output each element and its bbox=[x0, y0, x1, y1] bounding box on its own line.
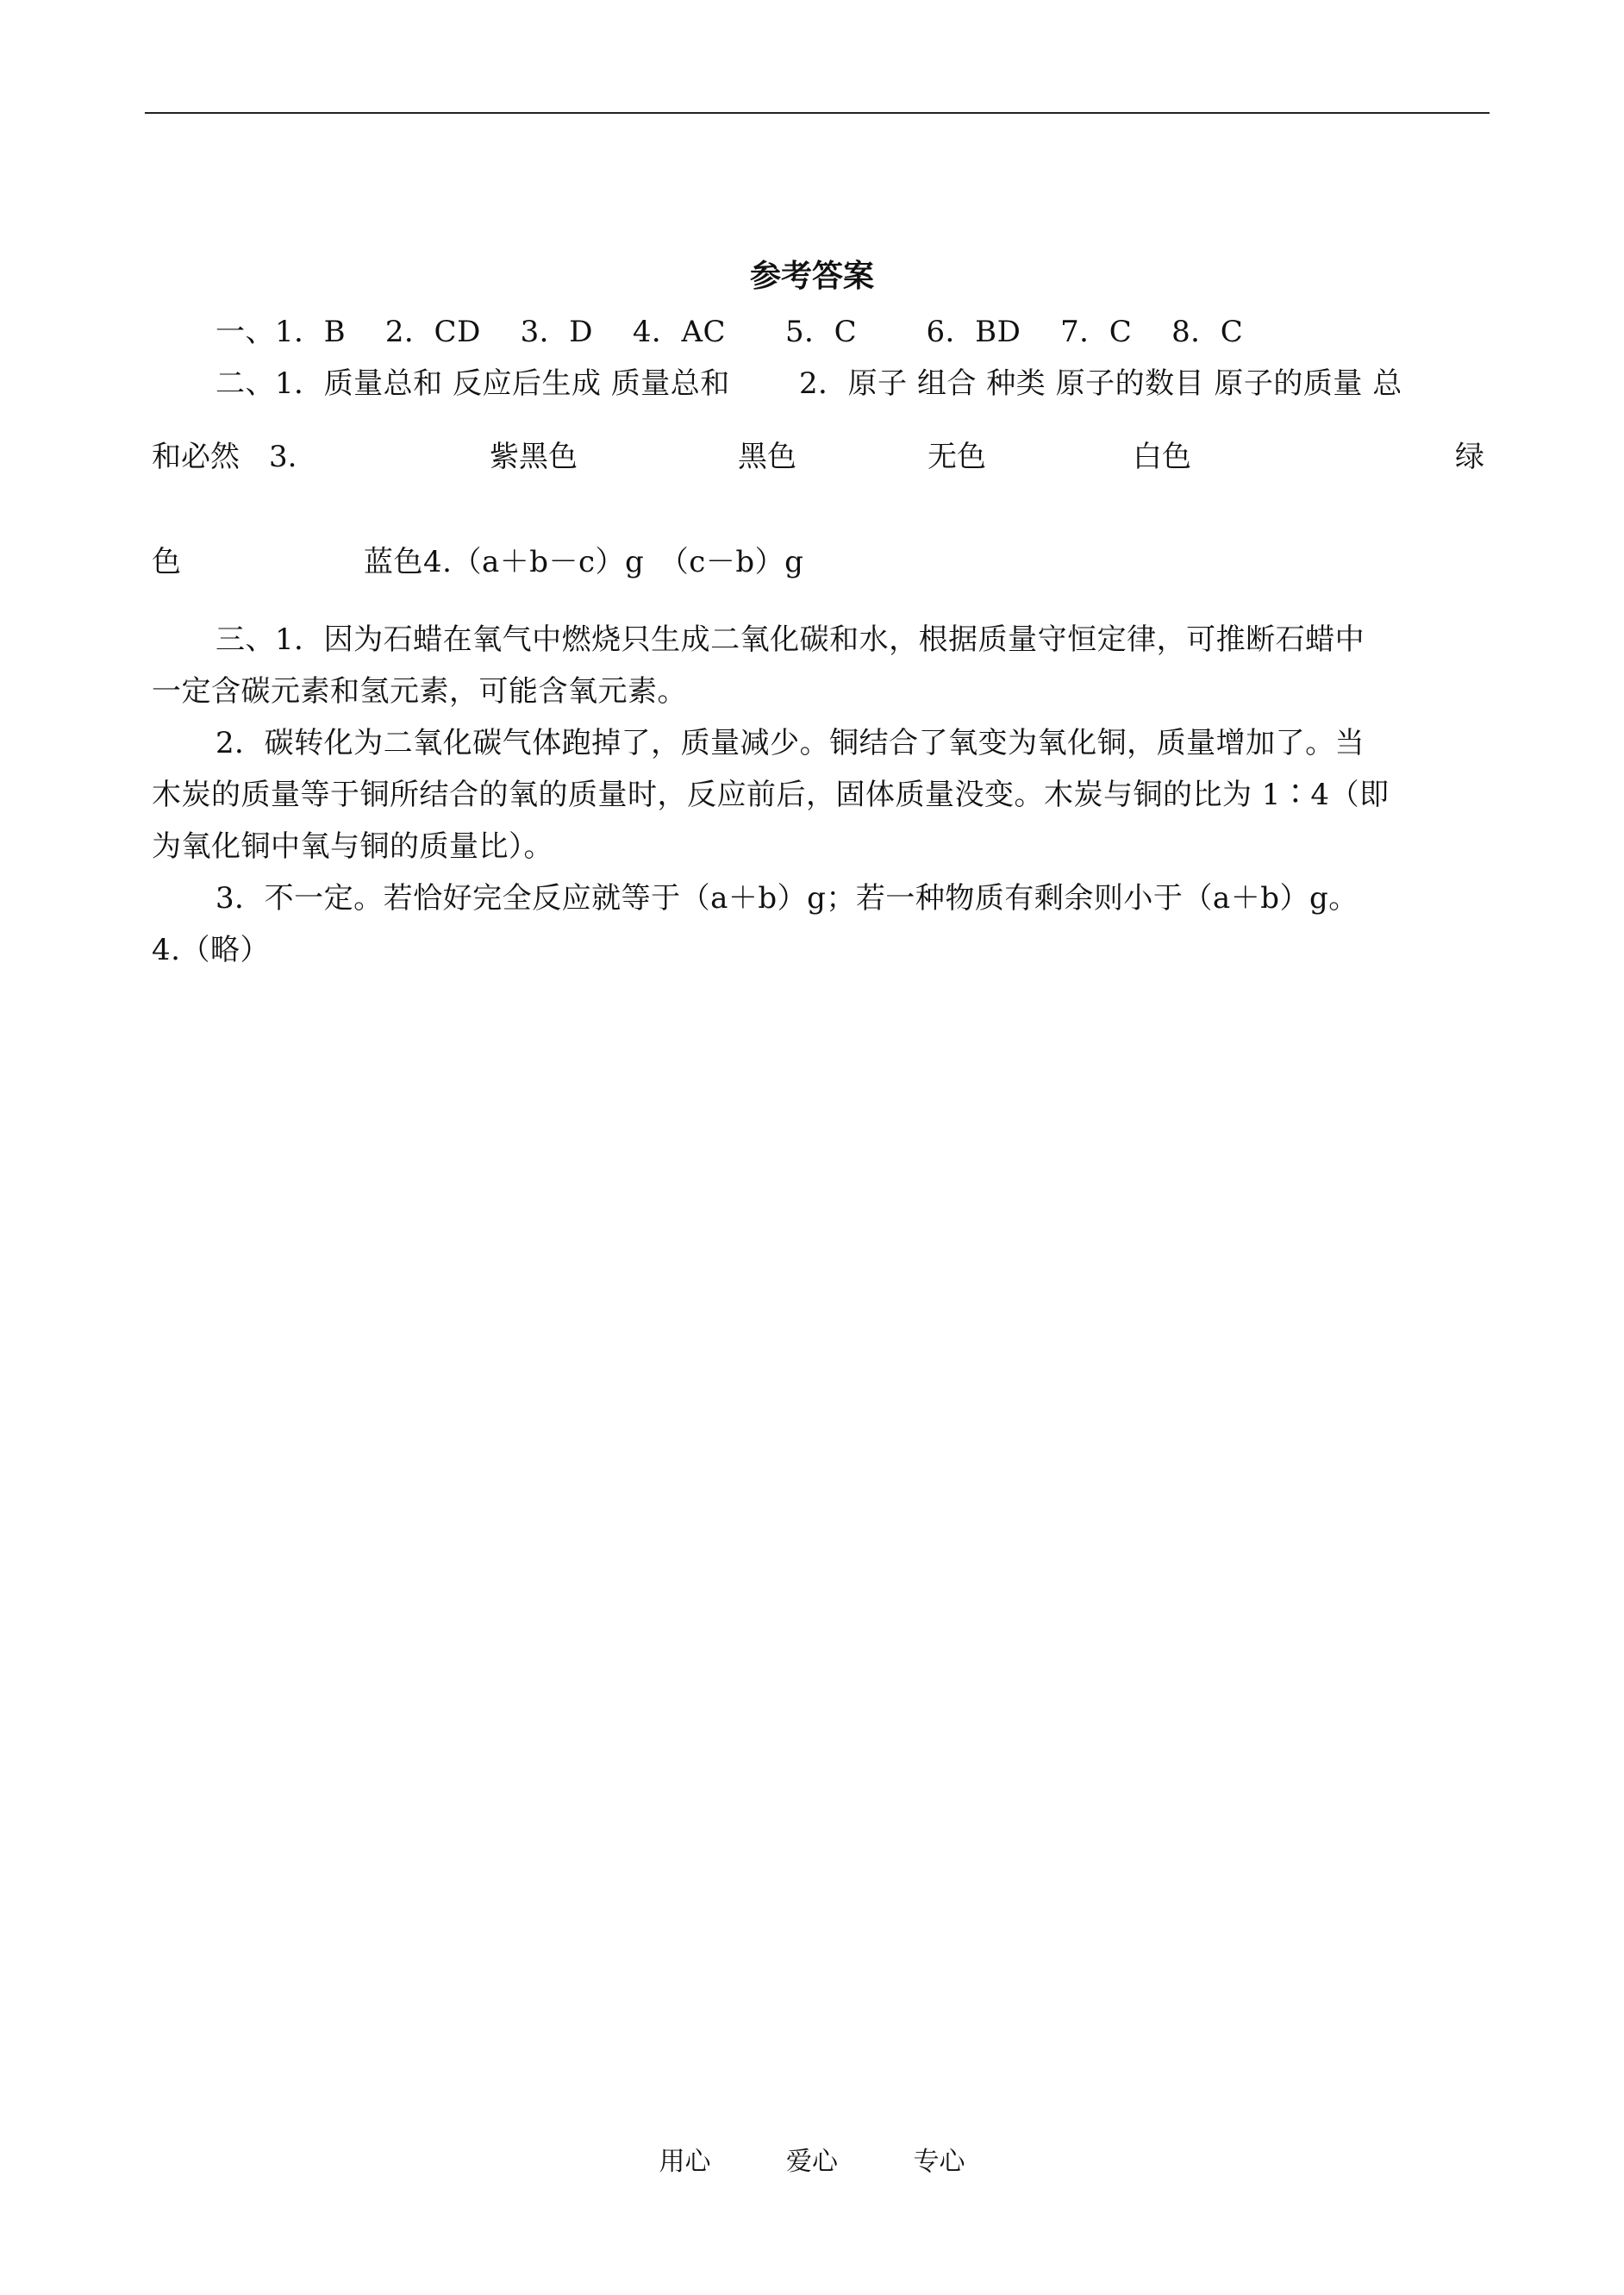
section2-line2-item: 绿 bbox=[1455, 440, 1484, 474]
section2-line2-item: 无色 bbox=[928, 440, 986, 474]
footer-word: 用心 bbox=[659, 2147, 711, 2177]
section3-q2-line3: 为氧化铜中氧与铜的质量比）。 bbox=[152, 829, 553, 864]
footer-word: 爱心 bbox=[786, 2147, 838, 2177]
footer-word: 专心 bbox=[913, 2147, 965, 2177]
section3-q3-line1: 3．不一定。若恰好完全反应就等于（a＋b）g；若一种物质有剩余则小于（a＋b）g。 bbox=[215, 881, 1359, 916]
section2-line1: 二、1．质量总和 反应后生成 质量总和 2．原子 组合 种类 原子的数目 原子的质量 总 bbox=[215, 366, 1402, 401]
section2-line2-item: 紫黑色 bbox=[490, 440, 578, 474]
section3-q2-line1: 2．碳转化为二氧化碳气体跑掉了，质量减少。铜结合了氧变为氧化铜，质量增加了。当 bbox=[215, 726, 1365, 760]
section3-q1-line2: 一定含碳元素和氢元素，可能含氧元素。 bbox=[152, 674, 687, 709]
page-footer bbox=[0, 2147, 1624, 2178]
section2-line2 bbox=[152, 440, 1486, 474]
section3-q2-line2: 木炭的质量等于铜所结合的氧的质量时，反应前后，固体质量没变。木炭与铜的比为 1∶4（即 bbox=[152, 778, 1390, 812]
section2-line3-b: 蓝色4.（a＋b－c）g （c－b）g bbox=[364, 545, 804, 579]
section3-q1-line1: 三、1．因为石蜡在氧气中燃烧只生成二氧化碳和水，根据质量守恒定律，可推断石蜡中 bbox=[215, 622, 1365, 657]
section2-line3-a: 色 bbox=[152, 545, 182, 579]
section2-line2-item: 黑色 bbox=[738, 440, 796, 474]
section1-answers: 一、1．B 2．CD 3．D 4．AC 5．C 6．BD 7．C 8．C bbox=[215, 315, 1244, 349]
page-title: 参考答案 bbox=[749, 258, 874, 294]
section3-q4: 4.（略） bbox=[152, 933, 270, 967]
section2-line2-item: 和必然 3. bbox=[152, 440, 297, 474]
header-rule bbox=[145, 112, 1490, 114]
section2-line2-item: 白色 bbox=[1133, 440, 1191, 474]
